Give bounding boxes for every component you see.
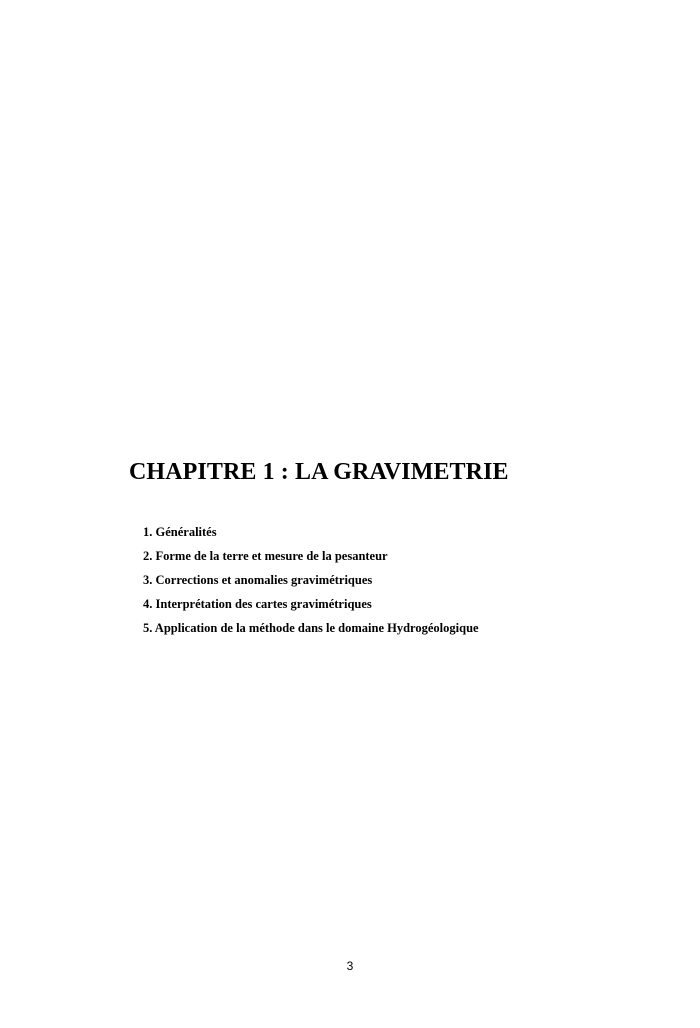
contents-item-3: 3. Corrections et anomalies gravimétriques <box>143 573 373 587</box>
contents-item-4: 4. Interprétation des cartes gravimétriques <box>143 597 372 611</box>
chapter-contents-list <box>143 520 479 640</box>
contents-item-1: 1. Généralités <box>143 525 217 539</box>
contents-item-5: 5. Application de la méthode dans le domaine Hydrogéologique <box>143 621 479 635</box>
contents-item-2: 2. Forme de la terre et mesure de la pesanteur <box>143 549 388 563</box>
chapter-title: CHAPITRE 1 : LA GRAVIMETRIE <box>129 459 509 485</box>
page-number: 3 <box>346 959 354 973</box>
